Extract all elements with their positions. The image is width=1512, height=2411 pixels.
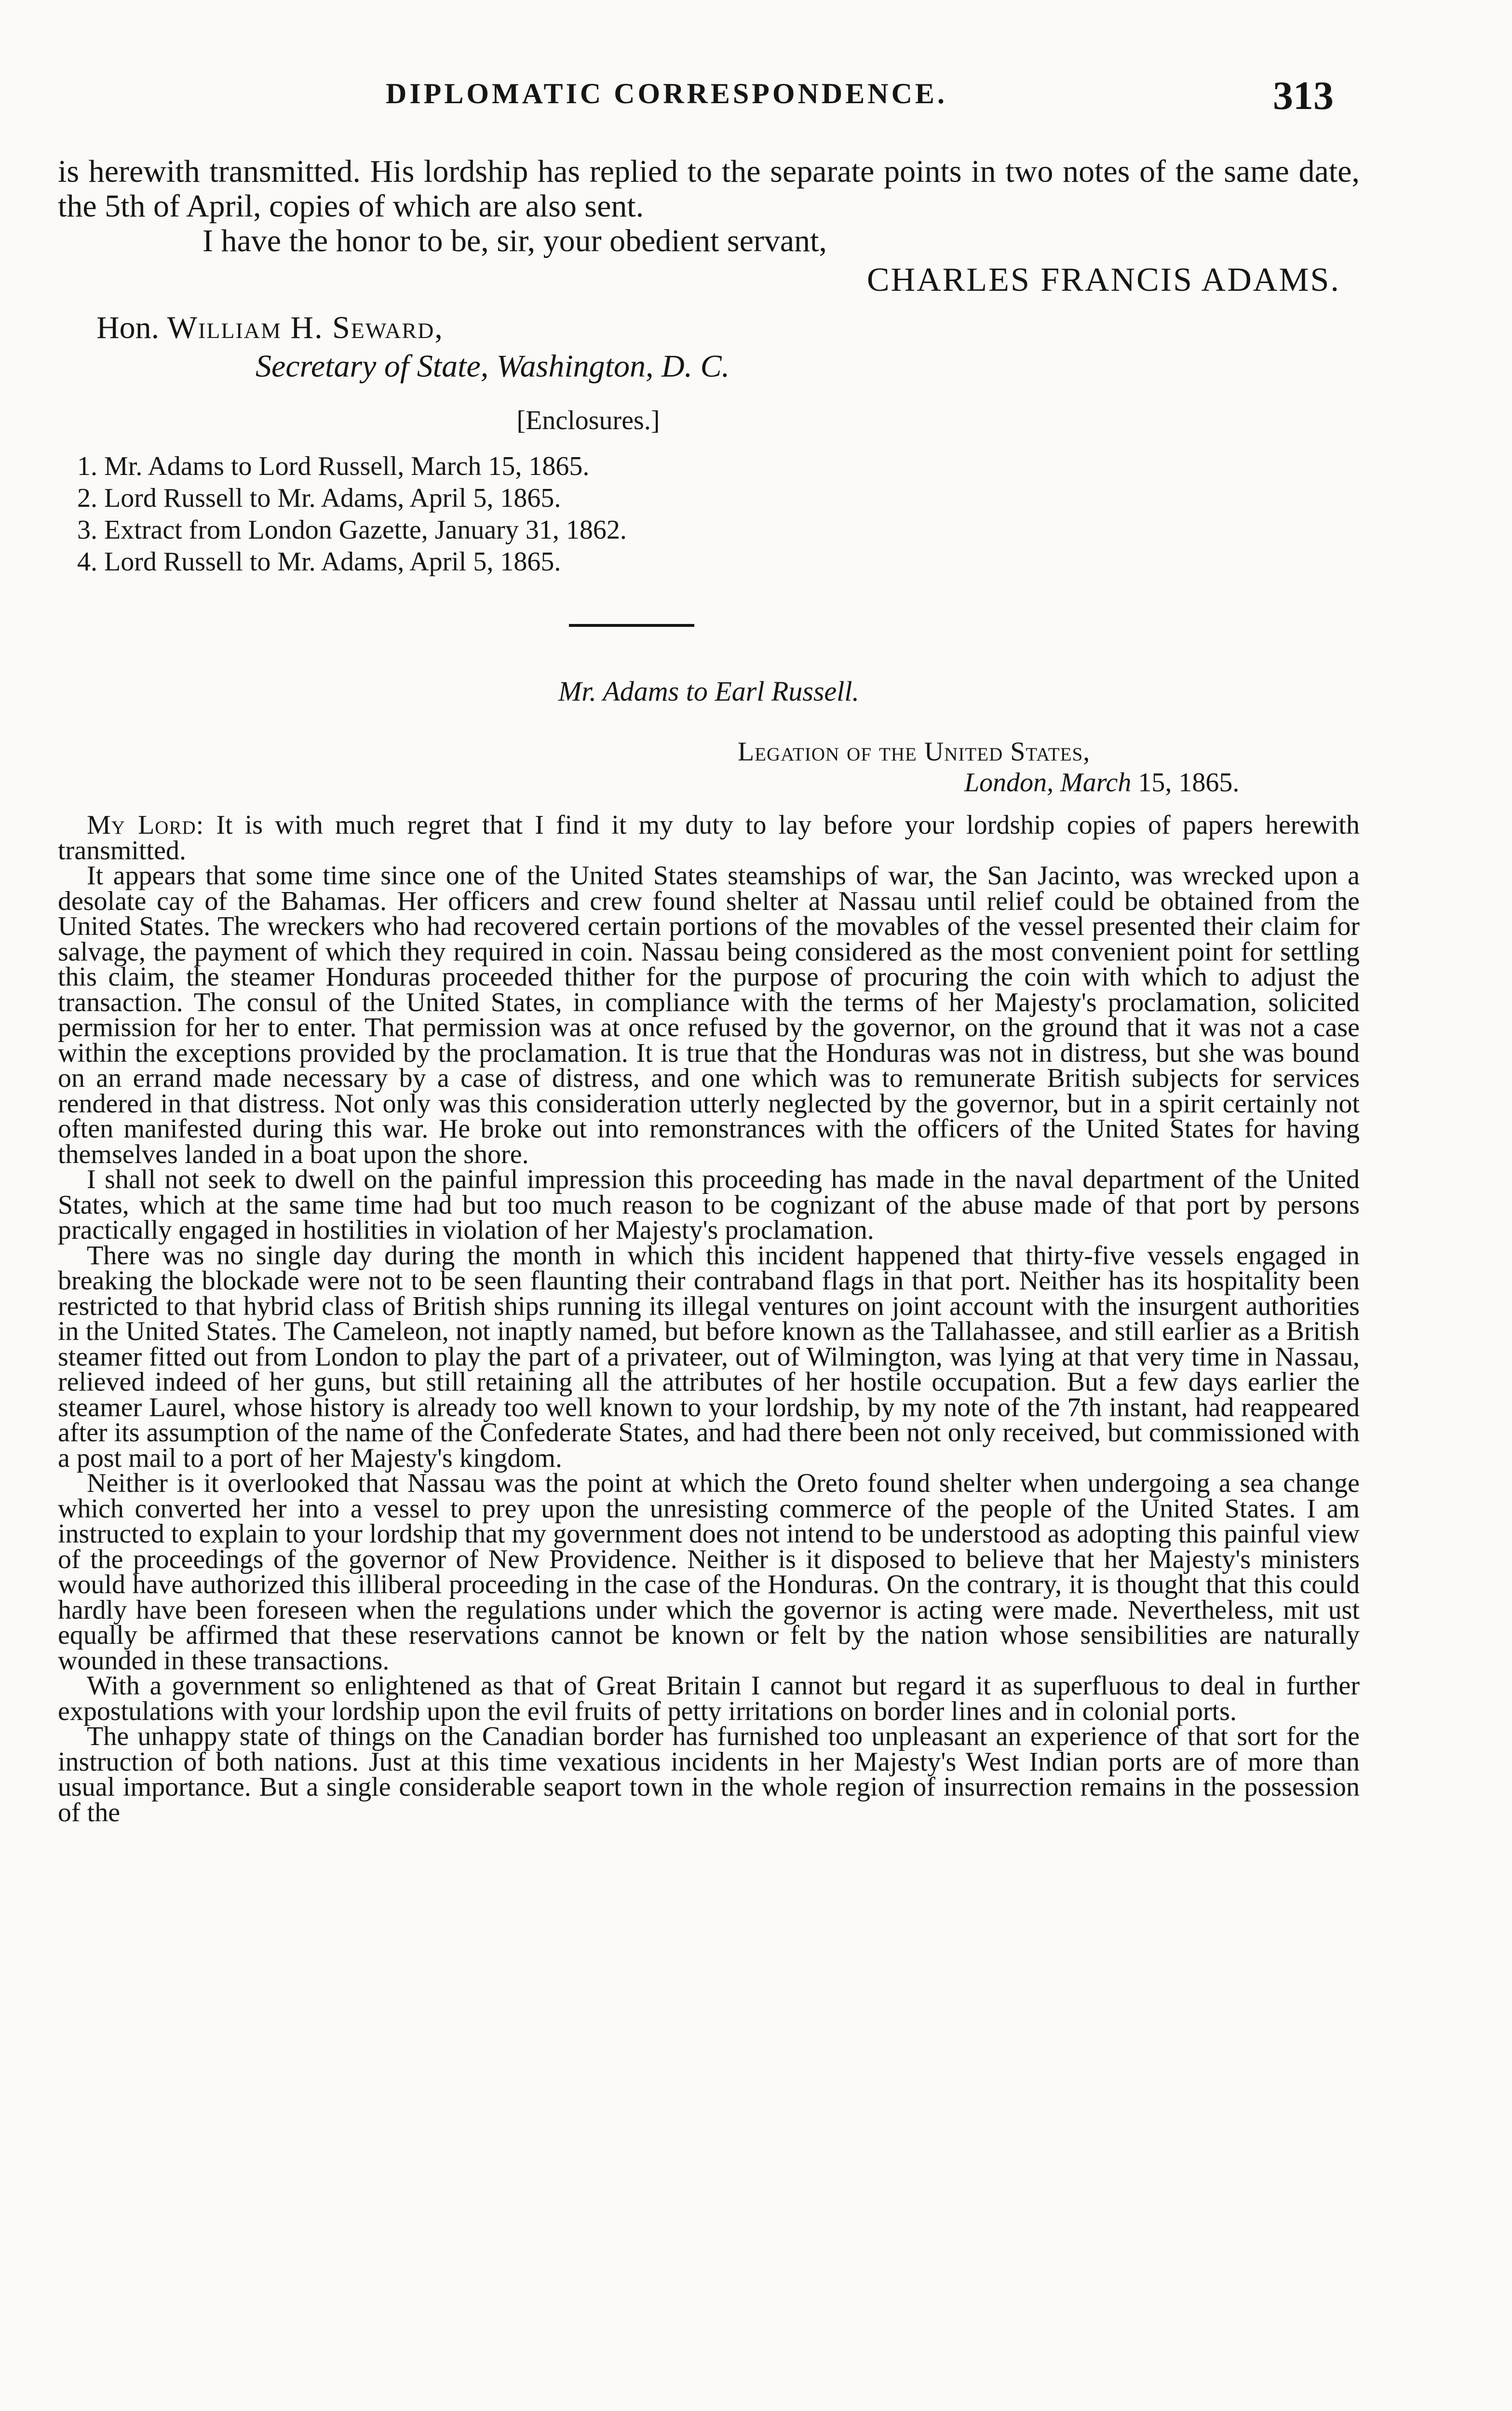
dateline xyxy=(964,767,1360,798)
letter-paragraph: I shall not seek to dwell on the painful impression this proceeding has made in the naval department of the United States, which at the same time had but too much reason to be cognizant of the abuse made of that port by persons practically engaged in hostilities in violation of her Majesty's proclamation. xyxy=(58,1165,1360,1245)
enclosures-heading: [Enclosures.] xyxy=(516,406,660,435)
page-number: 313 xyxy=(1273,73,1334,118)
addressee xyxy=(96,309,1360,347)
salutation: My Lord: xyxy=(87,810,204,840)
letter-title: Mr. Adams to Earl Russell. xyxy=(558,676,860,707)
opening-text: is herewith transmitted. His lordship has replied to the separate points in two notes of the same date, the 5th of April, copies of which are also sent. xyxy=(58,154,1360,224)
letter-paragraph: With a government so enlightened as that of Great Britain I cannot but regard it as superfluous to deal in further expostulations with your lordship upon the evil fruits of petty irritations on border lines and in colonial ports. xyxy=(58,1671,1360,1726)
addressee-hon: Hon. xyxy=(96,310,160,345)
enclosure-list xyxy=(77,450,1360,578)
legation-line xyxy=(738,736,1360,767)
section-rule xyxy=(569,624,694,627)
letter-paragraph: It appears that some time since one of the United States steamships of war, the San Jacinto, was wrecked upon a desolate cay of the Bahamas. Her officers and crew found shelter at Nassau until relief could be obtained from the United States. The wreckers who had recovered certain portions of the movables of the vessel presented their claim for salvage, the payment of which they required in coin. Nassau being considered as the most convenient point for settling this claim, the steamer Honduras proceeded thither for the purpose of procuring the coin with which to adjust the transaction. The consul of the United States, in compliance with the terms of her Majesty's proclamation, solicited permission for her to enter. That permission was at once refused by the governor, on the ground that it was not a case within the exceptions provided by the proclamation. It is true that the Honduras was not in distress, but she was bound on an errand made necessary by a case of distress, and one which was to remunerate British subjects for services rendered in that distress. Not only was this consideration utterly neglected by the governor, but in a spirit certainly not often manifested during this war. He broke out into remonstrances with the officers of the United States for having themselves landed in a boat upon the shore. xyxy=(58,861,1360,1169)
addressee-name: William H. Seward, xyxy=(167,310,444,345)
letter-paragraph: Neither is it overlooked that Nassau was the point at which the Oreto found shelter when undergoing a sea change which converted her into a vessel to prey upon the unresisting commerce of the people of the United States. I am instructed to explain to your lordship that my government does not intend to be understood as adopting this painful view of the proceedings of the governor of New Providence. Neither is it disposed to believe that her Majesty's ministers would have authorized this illiberal proceeding in the case of the Honduras. On the contrary, it is thought that this could hardly have been foreseen when the regulations under which the governor is acting were made. Nevertheless, mit ust equally be affirmed that these reservations cannot be known or felt by the nation whose sensibilities are naturally wounded in these transactions. xyxy=(58,1468,1360,1676)
addressee-title: Secretary of State, Washington, D. C. xyxy=(256,349,730,384)
letter-paragraph xyxy=(58,810,1360,866)
closing-line: I have the honor to be, sir, your obedient servant, xyxy=(202,223,827,258)
dateline-date: 15, 1865. xyxy=(1138,768,1240,798)
legation-text: Legation of the United States, xyxy=(738,737,1091,767)
letter-paragraph: There was no single day during the month in which this incident happened that thirty-five vessels engaged in breaking the blockade were not to be seen flaunting their contraband flags in that port. Neither has its hospitality been restricted to that hybrid class of British ships running its illegal ventures on joint account with the insurgent authorities in the United States. The Cameleon, not inaptly named, but before known as the Tallahassee, and still earlier as a British steamer fitted out from London to play the part of a privateer, out of Wilmington, was lying at that very time in Nassau, relieved indeed of her guns, but still retaining all the attributes of her hostile occupation. But a few days earlier the steamer Laurel, whose history is already too well known to your lordship, by my note of the 7th instant, had reappeared after its assumption of the name of the Confederate States, and had there been not only received, but commissioned with a post mail to a port of her Majesty's kingdom. xyxy=(58,1240,1360,1473)
enclosure-item: 3. Extract from London Gazette, January 31, 1862. xyxy=(77,515,627,545)
letter-paragraph: The unhappy state of things on the Canadian border has furnished too unpleasant an experience of that sort for the instruction of both nations. Just at this time vexatious incidents in her Majesty's West Indian ports are of more than usual importance. But a single considerable seaport town in the whole region of insurrection remains in the possession of the xyxy=(58,1721,1360,1828)
enclosure-item: 4. Lord Russell to Mr. Adams, April 5, 1865. xyxy=(77,547,561,577)
running-title: DIPLOMATIC CORRESPONDENCE. xyxy=(386,78,947,109)
signature: CHARLES FRANCIS ADAMS. xyxy=(866,261,1340,298)
paragraph-text: It is with much regret that I find it my duty to lay before your lordship copies of papers herewith transmitted. xyxy=(58,810,1360,866)
page-header xyxy=(0,72,1512,125)
enclosure-item: 2. Lord Russell to Mr. Adams, April 5, 1865. xyxy=(77,483,561,513)
enclosure-item: 1. Mr. Adams to Lord Russell, March 15, 1865. xyxy=(77,451,590,481)
page-body xyxy=(58,154,1360,1828)
dateline-place: London, March xyxy=(964,768,1132,798)
